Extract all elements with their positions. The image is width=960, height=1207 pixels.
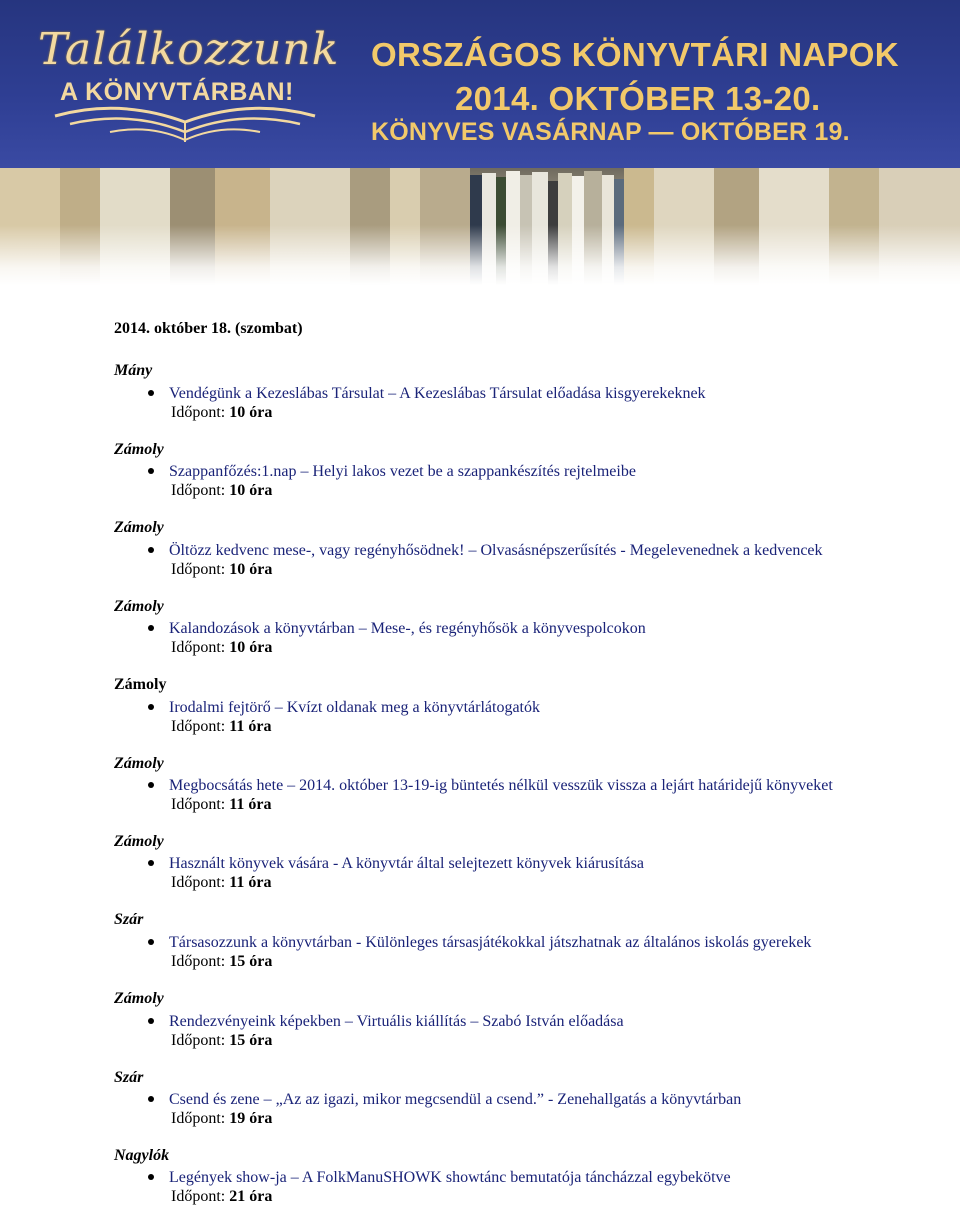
event-item <box>148 777 833 795</box>
event-location: Mány <box>114 362 153 379</box>
event-item <box>148 1013 624 1031</box>
event-time: Időpont: 10 óra <box>171 561 273 578</box>
event-location: Zámoly <box>114 990 164 1007</box>
page-date: 2014. október 18. (szombat) <box>114 320 303 337</box>
bullet-icon <box>148 390 154 396</box>
event-title: Használt könyvek vására - A könyvtár által selejtezett könyvek kiárusítása <box>169 855 644 872</box>
event-location: Zámoly <box>114 598 164 615</box>
event-title: Legények show-ja – A FolkManuSHOWK showtánc bemutatója táncházzal egybekötve <box>169 1169 731 1186</box>
event-location: Szár <box>114 1069 144 1086</box>
bullet-icon <box>148 547 154 553</box>
event-time: Időpont: 10 óra <box>171 639 273 656</box>
event-location: Nagylók <box>114 1147 170 1164</box>
bookshelf-image <box>0 168 960 285</box>
event-item <box>148 699 540 717</box>
event-time: Időpont: 11 óra <box>171 718 272 735</box>
event-time: Időpont: 11 óra <box>171 874 272 891</box>
event-title: Csend és zene – „Az az igazi, mikor megcsendül a csend.” - Zenehallgatás a könyvtárban <box>169 1091 742 1108</box>
event-item <box>148 1169 731 1187</box>
event-location: Szár <box>114 911 144 928</box>
event-title: Szappanfőzés:1.nap – Helyi lakos vezet be a szappankészítés rejtelmeibe <box>169 463 636 480</box>
event-item <box>148 1091 741 1109</box>
bullet-icon <box>148 1096 154 1102</box>
logo-subtitle: A KÖNYVTÁRBAN! <box>60 78 294 106</box>
event-location: Zámoly <box>114 441 164 458</box>
event-location: Zámoly <box>114 676 167 693</box>
event-time: Időpont: 10 óra <box>171 482 273 499</box>
bullet-icon <box>148 939 154 945</box>
event-title: Kalandozások a könyvtárban – Mese-, és regényhősök a könyvespolcokon <box>169 620 646 637</box>
event-location: Zámoly <box>114 755 164 772</box>
bullet-icon <box>148 782 154 788</box>
event-title: Megbocsátás hete – 2014. október 13-19-ig büntetés nélkül vesszük vissza a lejárt határidejű könyveket <box>169 777 833 794</box>
event-time: Időpont: 15 óra <box>171 953 273 970</box>
banner-sunday: KÖNYVES VASÁRNAP — OKTÓBER 19. <box>371 118 850 146</box>
bullet-icon <box>148 468 154 474</box>
event-title: Öltözz kedvenc mese-, vagy regényhősödnek! – Olvasásnépszerűsítés - Megelevenednek a kedvencek <box>169 542 823 559</box>
banner-dates: 2014. OKTÓBER 13-20. <box>455 80 821 117</box>
open-book-icon <box>50 96 320 146</box>
event-time: Időpont: 21 óra <box>171 1188 273 1205</box>
banner-headline: ORSZÁGOS KÖNYVTÁRI NAPOK <box>371 36 899 73</box>
logo-title: Találkozzunk <box>38 24 340 75</box>
event-title: Irodalmi fejtörő – Kvízt oldanak meg a könyvtárlátogatók <box>169 699 540 716</box>
event-item <box>148 855 644 873</box>
event-time: Időpont: 10 óra <box>171 404 273 421</box>
header-banner <box>0 0 960 285</box>
event-time: Időpont: 15 óra <box>171 1032 273 1049</box>
bullet-icon <box>148 1018 154 1024</box>
event-location: Zámoly <box>114 833 164 850</box>
bullet-icon <box>148 625 154 631</box>
event-item <box>148 463 636 481</box>
event-title: Rendezvényeink képekben – Virtuális kiállítás – Szabó István előadása <box>169 1013 624 1030</box>
bullet-icon <box>148 860 154 866</box>
event-item <box>148 385 706 403</box>
event-time: Időpont: 19 óra <box>171 1110 273 1127</box>
bullet-icon <box>148 1174 154 1180</box>
event-title: Vendégünk a Kezeslábas Társulat – A Kezeslábas Társulat előadása kisgyerekeknek <box>169 385 706 402</box>
event-location: Zámoly <box>114 519 164 536</box>
event-title: Társasozzunk a könyvtárban - Különleges társasjátékokkal játszhatnak az általános iskolás gyerekek <box>169 934 812 951</box>
event-item <box>148 934 811 952</box>
event-item <box>148 620 646 638</box>
bullet-icon <box>148 704 154 710</box>
event-item <box>148 542 823 560</box>
event-time: Időpont: 11 óra <box>171 796 272 813</box>
